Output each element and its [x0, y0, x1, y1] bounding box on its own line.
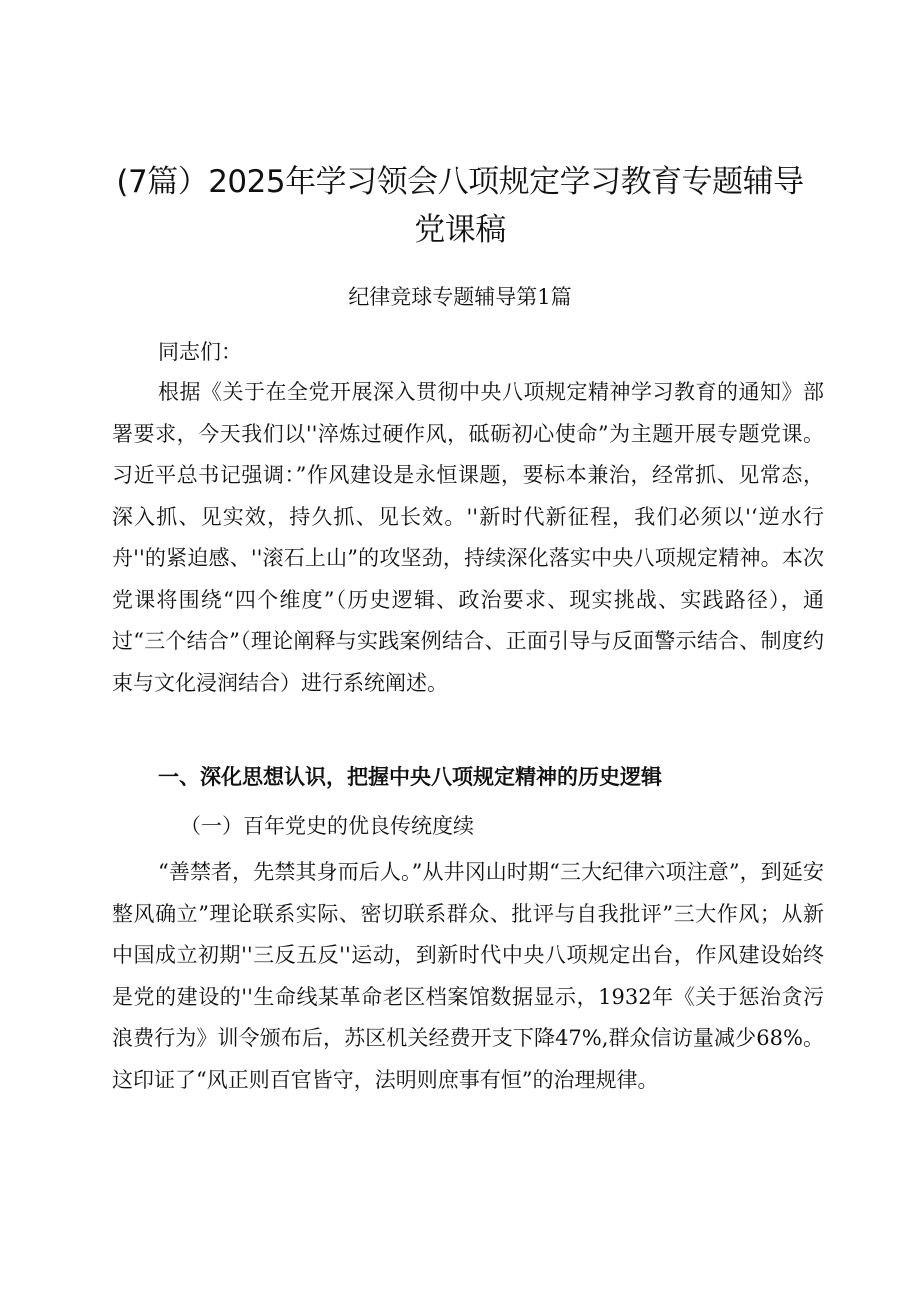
- body-paragraph-1: 根据《关于在全党开展深入贯彻中央八项规定精神学习教育的通知》部署要求，今天我们以''淬炼过硬作风，砥砺初心使命”为主题开展专题党课。习近平总书记强调：”作风建设是永恒课题，要标本兼治，经常抓、见常态，深入抓、见实效，持久抓、见长效。''新时代新征程，我们必须以'‘逆水行舟''的紧迫感、''滚石上山”的攻坚劲，持续深化落实中央八项规定精神。本次党课将围绕“四个维度”（历史逻辑、政治要求、现实挑战、实践路径），通过“三个结合”（理论阐释与实践案例结合、正面引导与反面警示结合、制度约束与文化浸润结合）进行系统阐述。: [112, 380, 824, 695]
- section-heading-1: 一、深化思想认识，把握中央八项规定精神的历史逻辑: [158, 764, 662, 789]
- document-subtitle: 纪律竞球专题辅导第1篇: [348, 285, 572, 309]
- body-paragraph-2: “善禁者，先禁其身而后人。”从井冈山时期“三大纪律六项注意”，到延安整风确立”理论联系实际、密切联系群众、批评与自我批评”三大作风；从新中国成立初期''三反五反''运动，到新时代中央八项规定出台，作风建设始终是党的建设的''生命线某革命老区档案馆数据显示，1932年《关于惩治贪污浪费行为》训令颁布后，苏区机关经费开支下降47%,群众信访量减少68%。这印证了“风正则百官皆守，法明则庶事有恒”的治理规律。: [112, 860, 824, 1092]
- greeting: 同志们：: [158, 340, 242, 364]
- subsection-heading-1: （一）百年党史的优良传统度续: [180, 814, 474, 838]
- document-title: (7篇）2025年学习领会八项规定学习教育专题辅导党课稿: [116, 164, 804, 248]
